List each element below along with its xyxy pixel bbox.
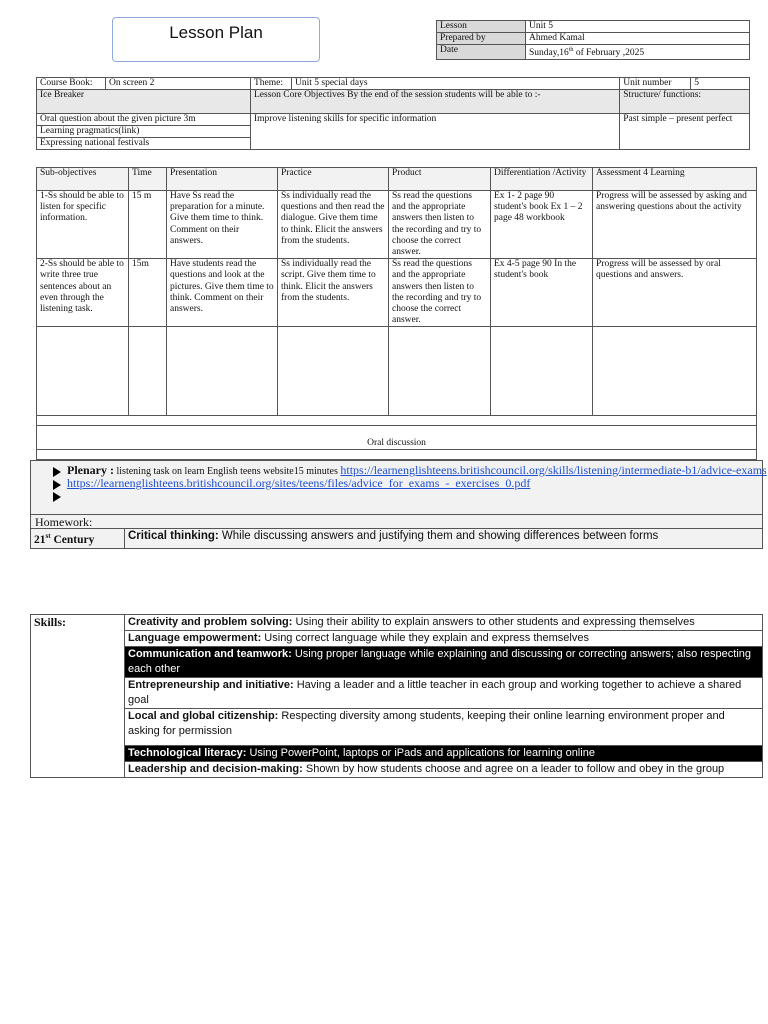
theme-label: Theme: [251, 78, 292, 90]
cell-differentiation: Ex 4-5 page 90 In the student's book [491, 259, 593, 327]
lesson-stages-table [36, 167, 757, 460]
structure-heading: Structure/ functions: [620, 90, 750, 114]
cell-assessment: Progress will be assessed by oral questions and answers. [593, 259, 757, 327]
structure-text: Past simple – present perfect [620, 114, 750, 150]
skill-name: Creativity and problem solving: [128, 616, 293, 628]
oral-discussion: Oral discussion [37, 426, 757, 450]
century-word: Century [50, 533, 95, 546]
course-book-value: On screen 2 [106, 78, 251, 90]
plenary-text: listening task on learn English teens website15 minutes [114, 466, 341, 477]
critical-thinking [125, 529, 763, 549]
empty-cell [593, 327, 757, 416]
lesson-value: Unit 5 [526, 21, 750, 33]
date-day: Sunday,16 [529, 48, 569, 59]
table-row [37, 259, 757, 327]
header-presentation: Presentation [167, 168, 278, 191]
empty-cell [491, 327, 593, 416]
cell-time: 15 m [129, 191, 167, 259]
skill-name: Communication and teamwork: [128, 648, 292, 660]
plenary-link[interactable]: https://learnenglishteens.britishcouncil.org/skills/listening/intermediate-b1/advice-exams [340, 463, 767, 477]
cell-presentation: Have students read the questions and look at the pictures. Give them time to think. Comment on their answers. [167, 259, 278, 327]
century-skills-table [30, 528, 763, 549]
header-sub-objectives: Sub-objectives [37, 168, 129, 191]
skills-table [30, 614, 763, 778]
skills-label-text: Skills: [34, 615, 67, 629]
skill-name: Technological literacy: [128, 747, 247, 759]
skill-item [125, 746, 763, 762]
century-number: 21 [34, 533, 46, 546]
skill-text: Having a leader and a little teacher in each group and working together to achieve a shared goal [128, 679, 742, 706]
plenary-section [30, 460, 767, 515]
objective-text: Improve listening skills for specific information [251, 114, 620, 150]
table-row-empty [37, 416, 757, 426]
ice-breaker-item: Learning pragmatics(link) [37, 126, 250, 138]
ice-breaker-heading: Ice Breaker [37, 90, 251, 114]
empty-cell [37, 416, 757, 426]
empty-cell [37, 450, 757, 460]
cell-sub-objective: 1-Ss should be able to listen for specific information. [37, 191, 129, 259]
header-practice: Practice [278, 168, 389, 191]
empty-cell [278, 327, 389, 416]
century-suffix: st [45, 532, 51, 540]
skills-label [31, 615, 125, 778]
cell-practice: Ss individually read the questions and then read the dialogue. Give them time to think. Elicit the answers from the students. [278, 191, 389, 259]
oral-discussion-row [37, 426, 757, 450]
century-label [31, 529, 125, 549]
table-row-empty [37, 327, 757, 416]
lesson-info-table [436, 20, 750, 60]
skill-text: Respecting diversity among students, keeping their online learning environment proper and asking for permission [128, 710, 725, 737]
date-label: Date [437, 45, 526, 60]
skill-text: Shown by how students choose and agree on a leader to follow and obey in the group [302, 763, 725, 775]
skill-text: Using their ability to explain answers to other students and expressing themselves [292, 616, 695, 628]
skill-name: Leadership and decision-making: [128, 763, 303, 775]
date-rest: of February ,2025 [573, 48, 645, 59]
date-suffix: th [568, 47, 574, 53]
skill-item [125, 631, 763, 647]
empty-cell [167, 327, 278, 416]
skill-text: Using PowerPoint, laptops or iPads and applications for learning online [246, 747, 595, 759]
lesson-label: Lesson [437, 21, 526, 33]
critical-thinking-label: Critical thinking: [128, 530, 219, 542]
cell-product: Ss read the questions and the appropriate answers then listen to the recording and try to choose the correct answer. [389, 191, 491, 259]
objectives-heading: Lesson Core Objectives By the end of the session students will be able to :- [251, 90, 620, 114]
plenary-line [53, 476, 530, 491]
table-row [37, 191, 757, 259]
cell-time: 15m [129, 259, 167, 327]
skill-name: Language empowerment: [128, 632, 262, 644]
cell-product: Ss read the questions and the appropriate answers then listen to the recording and try to choose the correct answer. [389, 259, 491, 327]
header-assessment: Assessment 4 Learning [593, 168, 757, 191]
ice-breaker-list [37, 114, 251, 150]
header-product: Product [389, 168, 491, 191]
cell-differentiation: Ex 1- 2 page 90 student's book Ex 1 – 2 page 48 workbook [491, 191, 593, 259]
bullet-arrow-icon [53, 480, 61, 490]
page-title: Lesson Plan [112, 17, 320, 62]
skill-text: Using proper language while explaining and discussing or correcting answers; also respecting each other [128, 648, 751, 675]
table-row-empty [37, 450, 757, 460]
unit-number-value: 5 [691, 78, 750, 90]
header-time: Time [129, 168, 167, 191]
date-value [526, 45, 750, 60]
unit-number-label: Unit number [620, 78, 691, 90]
cell-presentation: Have Ss read the preparation for a minute. Give them time to think. Comment on their answers. [167, 191, 278, 259]
skill-item [125, 762, 763, 778]
skill-text: Using correct language while they explain and express themselves [261, 632, 589, 644]
plenary-line-empty [53, 491, 67, 502]
skill-item [125, 615, 763, 631]
plenary-label: Plenary : [67, 463, 114, 477]
empty-cell [389, 327, 491, 416]
skill-item [125, 647, 763, 678]
prepared-by-label: Prepared by [437, 33, 526, 45]
critical-thinking-text: While discussing answers and justifying them and showing differences between forms [218, 530, 659, 542]
skill-name: Entrepreneurship and initiative: [128, 679, 294, 691]
theme-value: Unit 5 special days [292, 78, 620, 90]
skill-item [125, 709, 763, 746]
homework-label: Homework: [30, 515, 763, 529]
header-differentiation: Differentiation /Activity [491, 168, 593, 191]
empty-cell [37, 327, 129, 416]
cell-practice: Ss individually read the script. Give them time to think. Elicit the answers from the students. [278, 259, 389, 327]
skill-name: Local and global citizenship: [128, 710, 279, 722]
exercises-link[interactable]: https://learnenglishteens.britishcouncil.org/sites/teens/files/advice_for_exams_-_exercises_0.pdf [67, 476, 531, 490]
ice-breaker-item: Expressing national festivals [40, 138, 150, 148]
prepared-by-value: Ahmed Kamal [526, 33, 750, 45]
course-table [36, 77, 750, 150]
ice-breaker-item: Oral question about the given picture 3m [37, 114, 250, 126]
empty-cell [129, 327, 167, 416]
cell-assessment: Progress will be assessed by asking and answering questions about the activity [593, 191, 757, 259]
skill-item [125, 678, 763, 709]
cell-sub-objective: 2-Ss should be able to write three true sentences about an even through the listening task. [37, 259, 129, 327]
bullet-arrow-icon [53, 492, 61, 502]
course-book-label: Course Book: [37, 78, 106, 90]
